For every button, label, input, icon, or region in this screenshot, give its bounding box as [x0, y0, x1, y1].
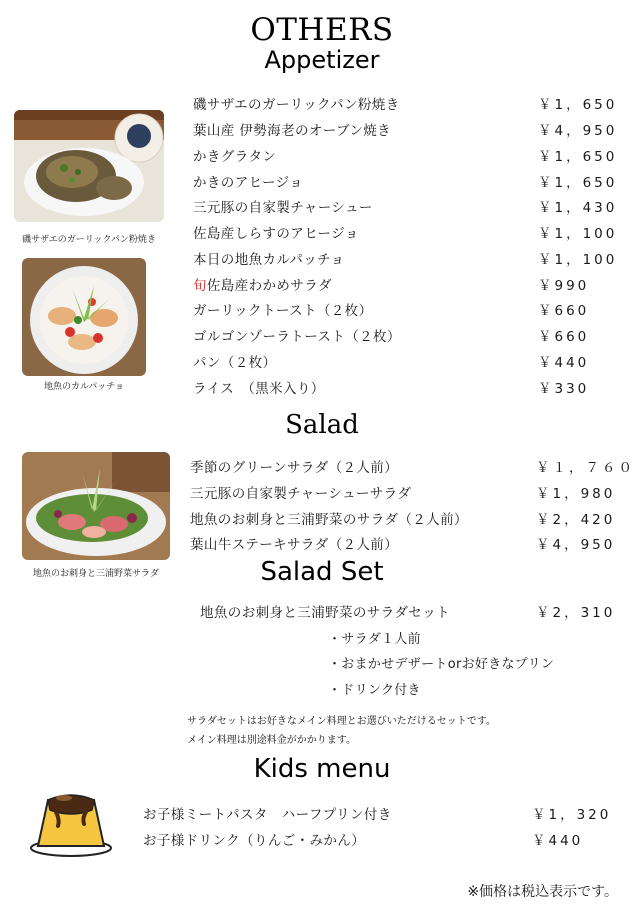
- salad-set-note: サラダセットはお好きなメイン料理とお選びいただけるセットです。: [187, 716, 496, 727]
- list-item: [193, 325, 623, 349]
- item-price: ￥2，310: [536, 605, 616, 621]
- list-item: [193, 299, 623, 323]
- sazae-photo: [14, 110, 164, 222]
- item-name-text: 佐島産わかめサラダ: [206, 278, 332, 294]
- item-name: かきのアヒージョ: [193, 175, 304, 191]
- item-name: 佐島産しらすのアヒージョ: [193, 226, 359, 242]
- item-name: ゴルゴンゾーラトースト（２枚）: [193, 329, 401, 345]
- item-price: ￥1，320: [532, 807, 612, 823]
- item-name: ライス （黒米入り）: [193, 381, 325, 397]
- list-item: [190, 508, 630, 532]
- item-name: 三元豚の自家製チャーシュー: [193, 200, 373, 216]
- item-name: 三元豚の自家製チャーシューサラダ: [190, 486, 412, 502]
- item-price: ￥1，650: [538, 175, 618, 191]
- list-item: [193, 274, 623, 298]
- item-name: 磯サザエのガーリックパン粉焼き: [193, 97, 400, 113]
- item-price: ￥990: [538, 278, 590, 294]
- list-item: [200, 601, 630, 625]
- pudding-icon: [28, 786, 114, 858]
- heading-appetizer: Appetizer: [264, 46, 380, 74]
- salad-set-include: ・サラダ１人前: [328, 632, 421, 647]
- list-item: [143, 829, 633, 853]
- heading-salad-set: Salad Set: [260, 557, 384, 587]
- item-price: ￥440: [538, 355, 590, 371]
- item-name: 本日の地魚カルパッチョ: [193, 252, 345, 268]
- list-item: [193, 351, 623, 375]
- list-item: [190, 482, 630, 506]
- salad-set-note: メイン料理は別途料金がかかります。: [187, 735, 356, 746]
- item-price: ￥4，950: [536, 537, 616, 553]
- item-price: ￥4，950: [538, 123, 618, 139]
- list-item: [190, 456, 635, 480]
- item-name: お子様ドリンク（りんご・みかん）: [143, 833, 366, 849]
- item-price: ￥2，420: [536, 512, 616, 528]
- item-name: かきグラタン: [193, 149, 277, 165]
- item-name: ガーリックトースト（２枚）: [193, 303, 373, 319]
- list-item: [143, 803, 633, 827]
- item-name: 葉山牛ステーキサラダ（２人前）: [190, 537, 399, 553]
- item-name: 葉山産 伊勢海老のオーブン焼き: [193, 123, 392, 139]
- item-price: ￥660: [538, 303, 590, 319]
- seasonal-mark: 旬: [193, 278, 207, 294]
- list-item: [193, 145, 623, 169]
- item-price: ￥1，430: [538, 200, 618, 216]
- sashimi-salad-caption: 地魚のお刺身と三浦野菜サラダ: [33, 569, 159, 579]
- item-price: ￥1，980: [536, 486, 616, 502]
- list-item: [193, 171, 623, 195]
- heading-others: OTHERS: [250, 12, 394, 48]
- heading-kids-menu: Kids menu: [253, 754, 391, 784]
- heading-salad: Salad: [285, 410, 359, 440]
- list-item: [190, 533, 630, 557]
- tax-note: ※価格は税込表示です。: [467, 884, 618, 900]
- item-price: ￥1，650: [538, 149, 618, 165]
- item-name: お子様ミートパスタ ハーフプリン付き: [143, 807, 392, 823]
- item-price: ￥440: [532, 833, 584, 849]
- list-item: [193, 93, 623, 117]
- item-price: ￥660: [538, 329, 590, 345]
- item-price: ￥330: [538, 381, 590, 397]
- item-name: 地魚のお刺身と三浦野菜のサラダセット: [200, 605, 451, 621]
- item-price: ￥1，650: [538, 97, 618, 113]
- list-item: [193, 119, 623, 143]
- list-item: [193, 222, 623, 246]
- carpaccio-caption: 地魚のカルパッチョ: [43, 382, 125, 392]
- list-item: [193, 248, 623, 272]
- item-price: ￥1，100: [538, 252, 618, 268]
- sazae-caption: 磯サザエのガーリックパン粉焼き: [22, 235, 156, 245]
- item-name: 季節のグリーンサラダ（２人前）: [190, 460, 399, 476]
- salad-set-include: ・おまかせデザートorお好きなプリン: [328, 657, 555, 672]
- list-item: [193, 377, 623, 401]
- item-name: パン（２枚）: [193, 355, 277, 371]
- sashimi-salad-photo: [22, 452, 170, 560]
- list-item: [193, 196, 623, 220]
- item-name: [193, 274, 332, 294]
- item-price: ￥1，100: [538, 226, 618, 242]
- item-price: ￥１，７６０: [536, 460, 635, 476]
- item-name: 地魚のお刺身と三浦野菜のサラダ（２人前）: [190, 512, 468, 528]
- salad-set-include: ・ドリンク付き: [328, 683, 421, 698]
- carpaccio-photo: [22, 258, 146, 376]
